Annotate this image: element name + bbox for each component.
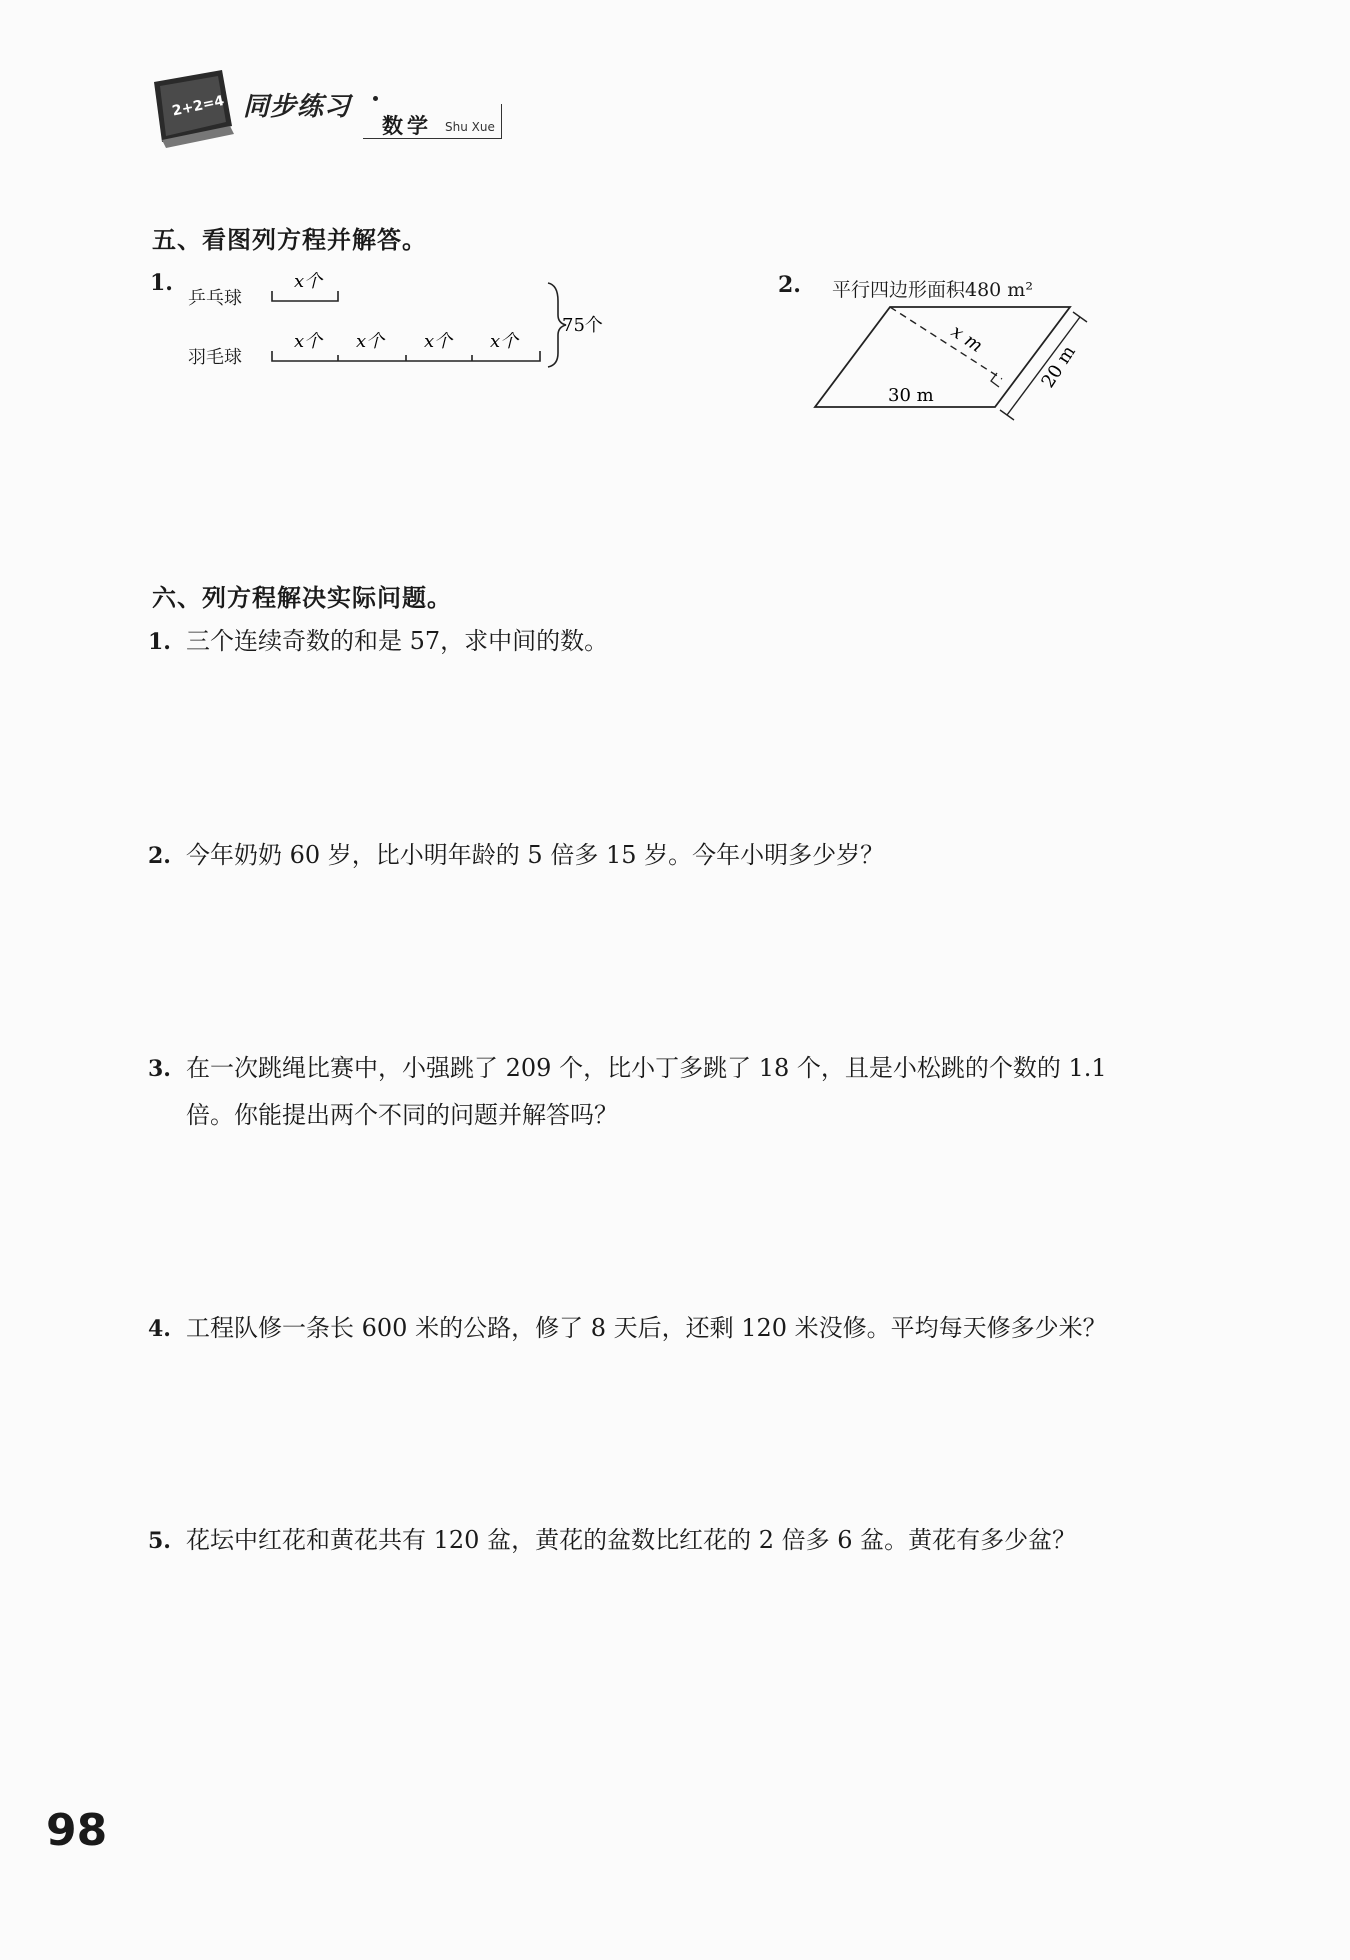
- s6-question-1: [148, 618, 608, 665]
- logo-text: 2+2=4: [170, 92, 226, 120]
- base-label: 30 m: [888, 385, 934, 406]
- s6-q1-number: 1.: [148, 629, 171, 655]
- s6-q5-number: 5.: [148, 1528, 171, 1554]
- s6-question-4: [148, 1305, 1107, 1352]
- badminton-x-label-3: x个: [424, 331, 453, 352]
- s6-q4-text: 工程队修一条长 600 米的公路，修了 8 天后，还剩 120 米没修。平均每天修多少米？: [186, 1314, 1107, 1342]
- section6-title: 六、列方程解决实际问题。: [152, 584, 452, 612]
- s6-q2-number: 2.: [148, 843, 171, 869]
- s6-question-3: [148, 1045, 1107, 1138]
- s5-q1-row2-label: 羽毛球: [188, 347, 242, 368]
- right-angle-mark: [991, 373, 999, 387]
- pingpong-x-label: x个: [294, 271, 323, 292]
- s5-q2-number: 2.: [778, 272, 801, 298]
- side-label: 20 m: [1037, 342, 1080, 392]
- s6-q3-text-line2: 倍。你能提出两个不同的问题并解答吗？: [186, 1101, 618, 1129]
- subject-label: 数学: [382, 114, 432, 138]
- badminton-x-label-1: x个: [294, 331, 323, 352]
- section5-title: 五、看图列方程并解答。: [152, 226, 427, 254]
- brand-dot: [373, 96, 378, 101]
- s6-q2-text: 今年奶奶 60 岁，比小明年龄的 5 倍多 15 岁。今年小明多少岁？: [186, 841, 885, 869]
- pingpong-segment: [272, 291, 338, 301]
- s6-q1-text: 三个连续奇数的和是 57，求中间的数。: [186, 627, 609, 655]
- s6-question-5: [148, 1517, 1076, 1564]
- height-line: [890, 307, 1002, 379]
- s6-q4-number: 4.: [148, 1316, 171, 1342]
- s5-q2-area-label: 平行四边形面积480 m²: [832, 279, 1033, 301]
- s6-q5-text: 花坛中红花和黄花共有 120 盆，黄花的盆数比红花的 2 倍多 6 盆。黄花有多少盆？: [186, 1526, 1077, 1554]
- s5-q2-parallelogram-diagram: [800, 295, 1100, 430]
- s5-q1-row1-label: 乒乓球: [188, 288, 242, 309]
- s6-q3-number: 3.: [148, 1056, 171, 1082]
- badminton-x-label-2: x个: [356, 331, 385, 352]
- s6-question-2: [148, 832, 884, 879]
- total-label: 75个: [562, 315, 603, 336]
- brand-title: 同步练习: [243, 92, 352, 122]
- s5-q1-line-diagram: [270, 265, 630, 380]
- badminton-x-label-4: x个: [490, 331, 519, 352]
- height-label: x m: [947, 321, 987, 357]
- s6-q3-text-line1: 在一次跳绳比赛中，小强跳了 209 个，比小丁多跳了 18 个，且是小松跳的个数的 1.1: [186, 1054, 1107, 1082]
- badminton-segments: [272, 351, 540, 361]
- s5-q1-number: 1.: [150, 270, 173, 296]
- parallelogram: [815, 307, 1070, 407]
- page-number: 98: [46, 1805, 108, 1856]
- subject-pinyin: Shu Xue: [445, 120, 495, 134]
- blackboard-logo-icon: [150, 68, 235, 150]
